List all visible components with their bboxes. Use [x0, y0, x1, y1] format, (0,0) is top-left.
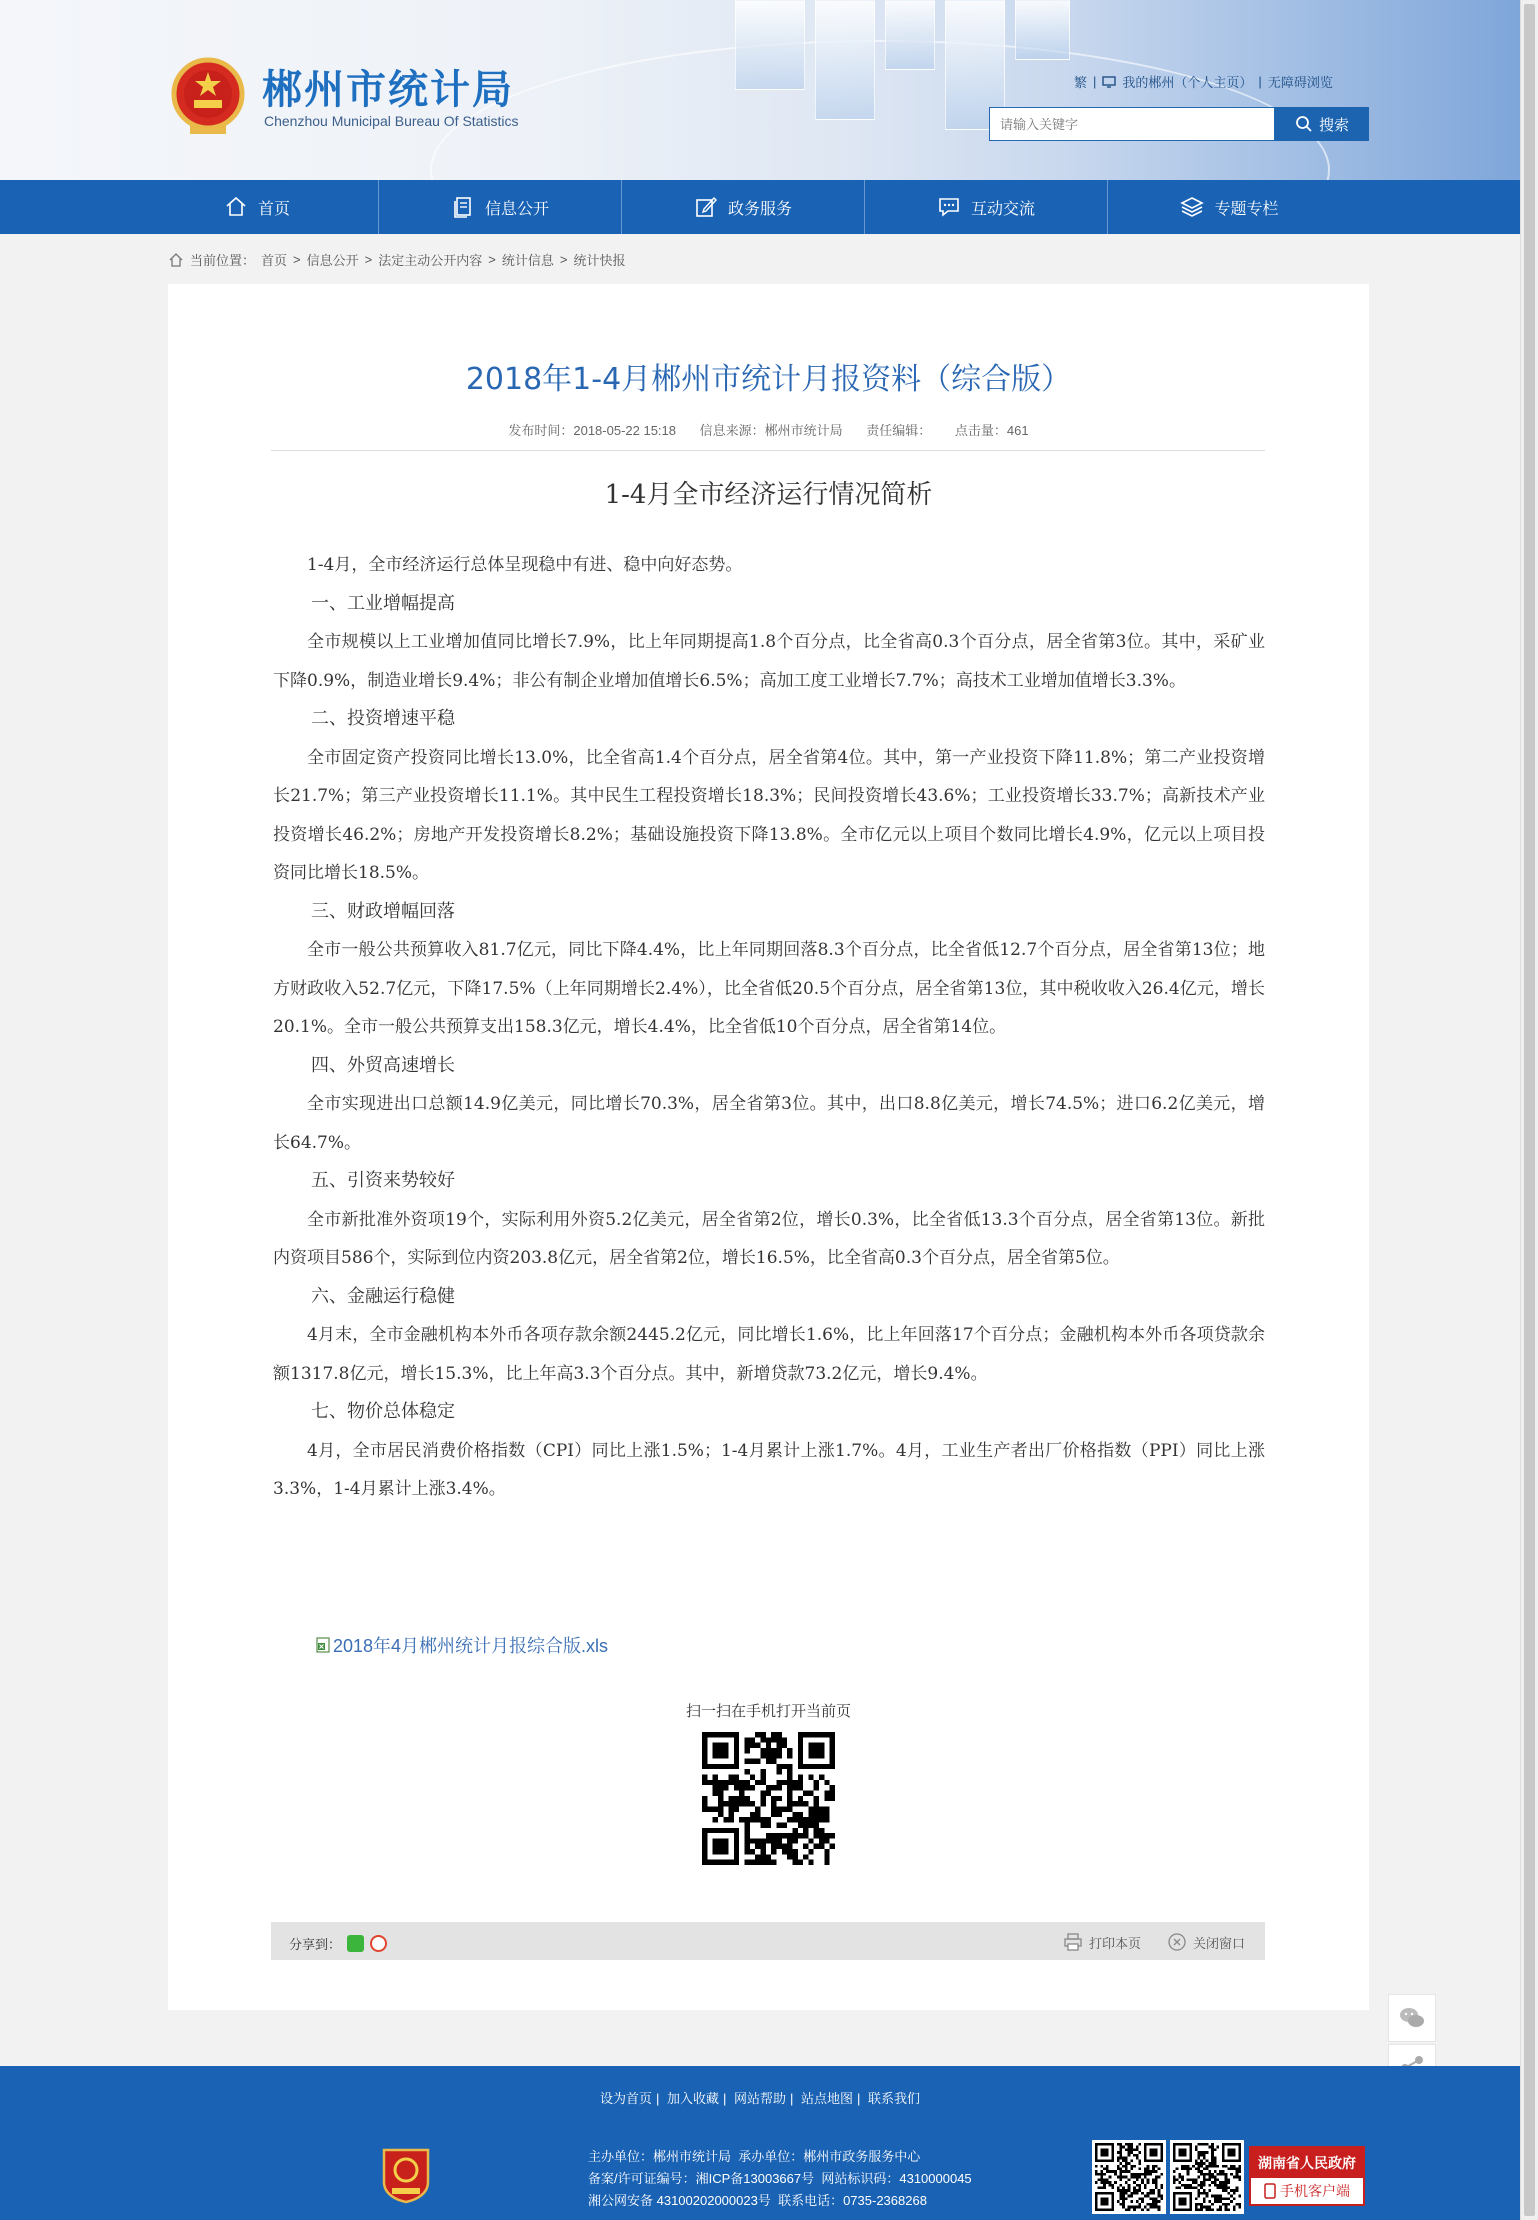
paragraph: 全市固定资产投资同比增长13.0%，比全省高1.4个百分点，居全省第4位。其中，第一产业投资下降11.8%；第二产业投资增长21.7%；第三产业投资增长11.1%。其中民生工程投资增长18.3%；民间投资增长43.6%；工业投资增长33.7%；高新技术产业投资增长46.2%；房地产开发投资增长8.2%；基础设施投资下降13.8%。全市亿元以上项目个数同比增长4.9%，亿元以上项目投资同比增长18.5%。: [273, 747, 1265, 883]
share-bar: [271, 1922, 1265, 1960]
hunan-gov-sub: [1251, 2178, 1363, 2204]
share-label: 分享到：: [289, 1937, 342, 1952]
paragraph: 4月，全市居民消费价格指数（CPI）同比上涨1.5%；1-4月累计上涨1.7%。4月，工业生产者出厂价格指数（PPI）同比上涨3.3%，1-4月累计上涨3.4%。: [273, 1440, 1265, 1499]
share-to: [289, 1934, 387, 1953]
paragraph: 全市实现进出口总额14.9亿美元，同比增长70.3%，居全省第3位。其中，出口8.8亿美元，增长74.5%；进口6.2亿美元，增长64.7%。: [273, 1094, 1265, 1153]
banner-decoration: [885, 0, 935, 70]
section-heading: 一、工业增幅提高: [311, 592, 455, 614]
paragraph: 全市一般公共预算收入81.7亿元，同比下降4.4%，比上年同期回落8.3个百分点，比全省低12.7个百分点，居全省第13位；地方财政收入52.7亿元，下降17.5%（上年同期增长2.4%），比全省低20.5个百分点，居全省第13位，其中税收收入26.4亿元，增长20.1%。全市一般公共预算支出158.3亿元，增长4.4%，比全省低10个百分点，居全省第14位。: [273, 940, 1265, 1037]
section-heading: 六、金融运行稳健: [311, 1285, 455, 1307]
paragraph: 全市新批准外资项19个，实际利用外资5.2亿美元，居全省第2位，增长0.3%，比全省低13.3个百分点，居全省第13位。新批内资项目586个，实际到位内资203.8亿元，居全省第2位，增长16.5%，比全省高0.3个百分点，居全省第5位。: [273, 1209, 1265, 1268]
banner-decoration: [735, 0, 805, 90]
separator: |: [1093, 74, 1097, 89]
home-icon: [224, 195, 248, 219]
main-nav: [0, 180, 1520, 234]
attachment-label: 2018年4月郴州统计月报综合版.xls: [333, 1636, 609, 1656]
wechat-share-icon[interactable]: [347, 1935, 364, 1952]
banner-decoration: [1015, 0, 1070, 60]
article-body: [273, 546, 1265, 1509]
banner-decoration: [815, 0, 875, 120]
attachment-link[interactable]: [315, 1632, 608, 1658]
nav-item-label: 信息公开: [484, 200, 549, 218]
section-heading: 三、财政增幅回落: [311, 900, 455, 922]
icp-number[interactable]: 备案/许可证编号：湘ICP备13003667号: [588, 2171, 815, 2186]
nav-item-special-topics[interactable]: [1108, 180, 1351, 234]
contact-phone: 联系电话：0735-2368268: [778, 2193, 927, 2208]
footer-qr-code: [1092, 2140, 1166, 2214]
phone-icon: [1264, 2183, 1276, 2199]
article-title: 2018年1-4月郴州市统计月报资料（综合版）: [465, 362, 1072, 397]
my-chenzhou-link[interactable]: 我的郴州（个人主页）: [1122, 75, 1253, 90]
nav-item-label: 政务服务: [727, 200, 792, 218]
traditional-chinese-link[interactable]: 繁: [1074, 75, 1088, 90]
article-sub-heading: 1-4月全市经济运行情况简析: [604, 480, 933, 510]
scrollbar-thumb[interactable]: [1524, 4, 1535, 2216]
paragraph: 4月末，全市金融机构本外币各项存款余额2445.2亿元，同比增长1.6%，比上年回落17个百分点；金融机构本外币各项贷款余额1317.8亿元，增长15.3%，比上年高3.3个百分点。其中，新增贷款73.2亿元，增长9.4%。: [273, 1325, 1265, 1384]
search-icon: [1295, 115, 1313, 133]
hunan-gov-app-link[interactable]: [1249, 2146, 1365, 2206]
page-qr-code: [702, 1732, 835, 1865]
chat-icon: [937, 195, 961, 219]
search-input[interactable]: [989, 107, 1275, 141]
nav-item-label: 首页: [257, 200, 290, 218]
site-subtitle: Chenzhou Municipal Bureau Of Statistics: [264, 113, 519, 129]
footer-link[interactable]: 设为首页: [599, 2091, 652, 2106]
nav-item-info-disclosure[interactable]: [379, 180, 622, 234]
print-label: 打印本页: [1089, 1935, 1142, 1951]
breadcrumb-separator: >: [559, 252, 568, 267]
party-gov-badge-icon: [380, 2146, 432, 2204]
footer-link[interactable]: 网站帮助: [733, 2091, 786, 2106]
section-heading: 四、外贸高速增长: [311, 1054, 455, 1076]
article-card: [168, 284, 1369, 2010]
nav-item-home[interactable]: [136, 180, 379, 234]
nav-item-interaction[interactable]: [865, 180, 1108, 234]
home-icon: [168, 252, 184, 268]
hunan-gov-sub-label: 手机客户端: [1280, 2183, 1350, 2199]
header-banner: [0, 0, 1520, 180]
footer-link[interactable]: 加入收藏: [666, 2091, 719, 2106]
footer-link[interactable]: 联系我们: [868, 2091, 921, 2106]
breadcrumb-prefix: 当前位置：: [190, 253, 256, 268]
footer-qr-code: [1170, 2140, 1244, 2214]
footer-info: [588, 2146, 972, 2212]
search-button-label: 搜索: [1318, 116, 1349, 134]
organizer: 承办单位：郴州市政务服务中心: [738, 2149, 921, 2164]
hunan-gov-title: 湖南省人民政府: [1251, 2148, 1363, 2178]
footer-links: 设为首页 | 加入收藏 | 网站帮助 | 站点地图 | 联系我们: [599, 2091, 921, 2106]
breadcrumb-item[interactable]: 统计快报: [573, 253, 626, 268]
publish-time: 发布时间：2018-05-22 15:18: [508, 423, 677, 438]
section-heading: 七、物价总体稳定: [311, 1401, 455, 1422]
wechat-float-button[interactable]: [1388, 1994, 1436, 2042]
section-heading: 二、投资增速平稳: [311, 708, 455, 729]
breadcrumb: [168, 250, 625, 269]
close-label: 关闭窗口: [1193, 1935, 1246, 1951]
click-count: 点击量：461: [954, 423, 1029, 438]
paragraph: 全市规模以上工业增加值同比增长7.9%，比上年同期提高1.8个百分点，比全省高0.3个百分点，居全省第3位。其中，采矿业下降0.9%，制造业增长9.4%；非公有制企业增加值增长6.5%；高加工度工业增长7.7%；高技术工业增加值增长3.3%。: [273, 632, 1265, 691]
breadcrumb-item[interactable]: 信息公开: [306, 253, 359, 268]
paragraph: 1-4月，全市经济运行总体呈现稳中有进、稳中向好态势。: [307, 555, 743, 575]
scrollbar[interactable]: [1520, 0, 1538, 2220]
site-id: 网站标识码：4310000045: [821, 2171, 972, 2186]
article-meta: [168, 420, 1369, 439]
breadcrumb-separator: >: [293, 252, 301, 267]
print-button[interactable]: [1063, 1932, 1141, 1952]
qr-label: 扫一扫在手机打开当前页: [685, 1703, 851, 1720]
document-icon: [451, 195, 475, 219]
editor: 责任编辑：: [866, 423, 932, 438]
breadcrumb-separator: >: [488, 252, 496, 267]
national-emblem-icon: [170, 54, 246, 138]
layers-icon: [1180, 195, 1204, 219]
breadcrumb-item[interactable]: 统计信息: [501, 253, 554, 268]
excel-file-icon: [315, 1637, 331, 1653]
edit-icon: [694, 195, 718, 219]
breadcrumb-item[interactable]: 首页: [261, 253, 288, 268]
info-source: 信息来源：郴州市统计局: [699, 423, 843, 438]
monitor-icon: [1102, 76, 1116, 88]
nav-item-label: 专题专栏: [1214, 200, 1279, 218]
close-icon: [1167, 1932, 1187, 1952]
printer-icon: [1063, 1932, 1083, 1952]
site-title: 郴州市统计局: [262, 67, 514, 113]
breadcrumb-item[interactable]: 法定主动公开内容: [378, 253, 483, 268]
separator: |: [1258, 74, 1262, 89]
section-heading: 五、引资来势较好: [311, 1170, 455, 1191]
police-record[interactable]: 湘公网安备 43100202000023号: [588, 2193, 771, 2208]
divider: [271, 450, 1265, 451]
nav-item-gov-services[interactable]: [622, 180, 865, 234]
search-button[interactable]: [1275, 107, 1369, 141]
sponsor: 主办单位：郴州市统计局: [588, 2149, 732, 2164]
nav-item-label: 互动交流: [970, 200, 1035, 218]
accessibility-link[interactable]: 无障碍浏览: [1267, 75, 1333, 90]
footer: [0, 2066, 1520, 2220]
wechat-icon: [1397, 2003, 1427, 2033]
close-window-button[interactable]: [1167, 1932, 1245, 1952]
breadcrumb-separator: >: [364, 252, 373, 267]
top-links: [1074, 72, 1333, 91]
weibo-share-icon[interactable]: [370, 1935, 387, 1952]
footer-link[interactable]: 站点地图: [801, 2091, 854, 2106]
